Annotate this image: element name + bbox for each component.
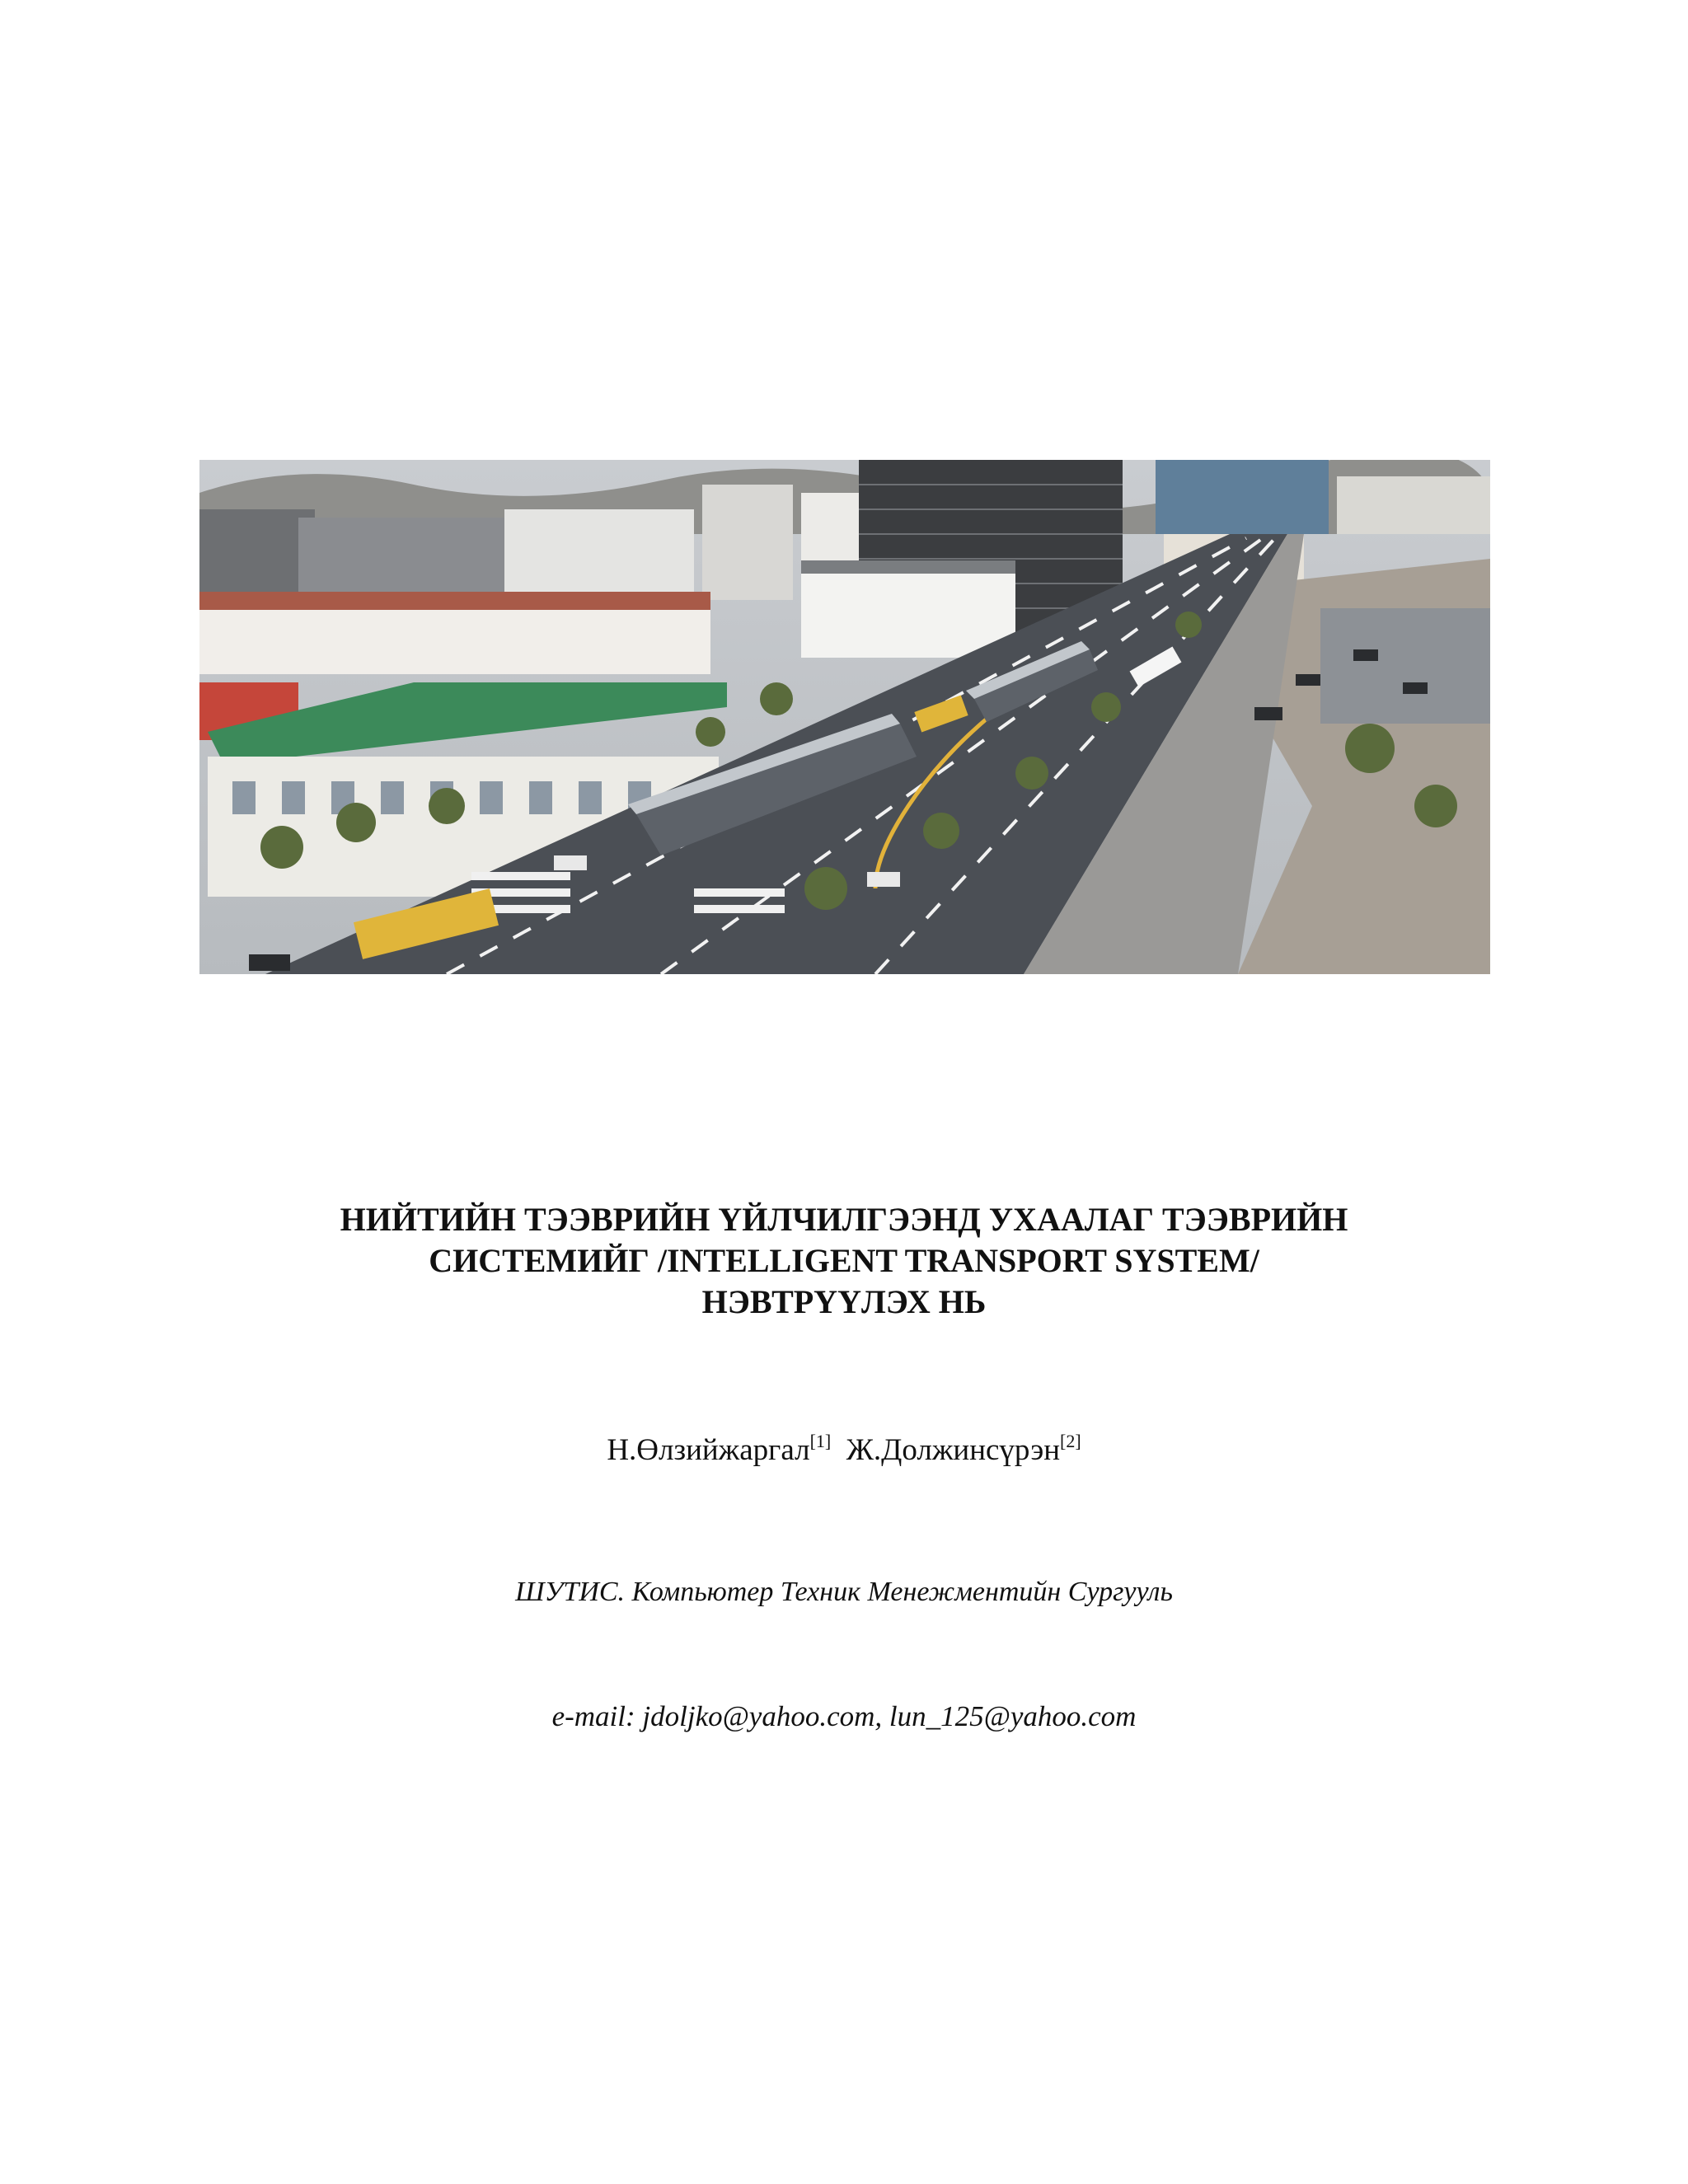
title-line-3: НЭВТРҮҮЛЭХ НЬ bbox=[701, 1283, 987, 1320]
title-line-2: СИСТЕМИЙГ /INTELLIGENT TRANSPORT SYSTEM/ bbox=[429, 1242, 1259, 1279]
author-list bbox=[165, 1432, 1523, 1468]
affiliation: ШУТИС. Компьютер Техник Менежментийн Сургууль bbox=[515, 1577, 1173, 1607]
title-line-1: НИЙТИЙН ТЭЭВРИЙН ҮЙЛЧИЛГЭЭНД УХААЛАГ ТЭЭВРИЙН bbox=[340, 1201, 1348, 1238]
contact-email: e-mail: jdoljko@yahoo.com, lun_125@yahoo.com bbox=[551, 1700, 1137, 1732]
cover-photo bbox=[199, 460, 1490, 974]
paper-title bbox=[165, 1199, 1523, 1323]
author-name: Ж.Должинсүрэн bbox=[846, 1433, 1061, 1467]
cover-photo-illustration bbox=[199, 460, 1490, 974]
author-name: Н.Өлзийжаргал bbox=[607, 1433, 810, 1467]
author-reference: [1] bbox=[809, 1431, 832, 1451]
author-reference: [2] bbox=[1060, 1431, 1081, 1451]
